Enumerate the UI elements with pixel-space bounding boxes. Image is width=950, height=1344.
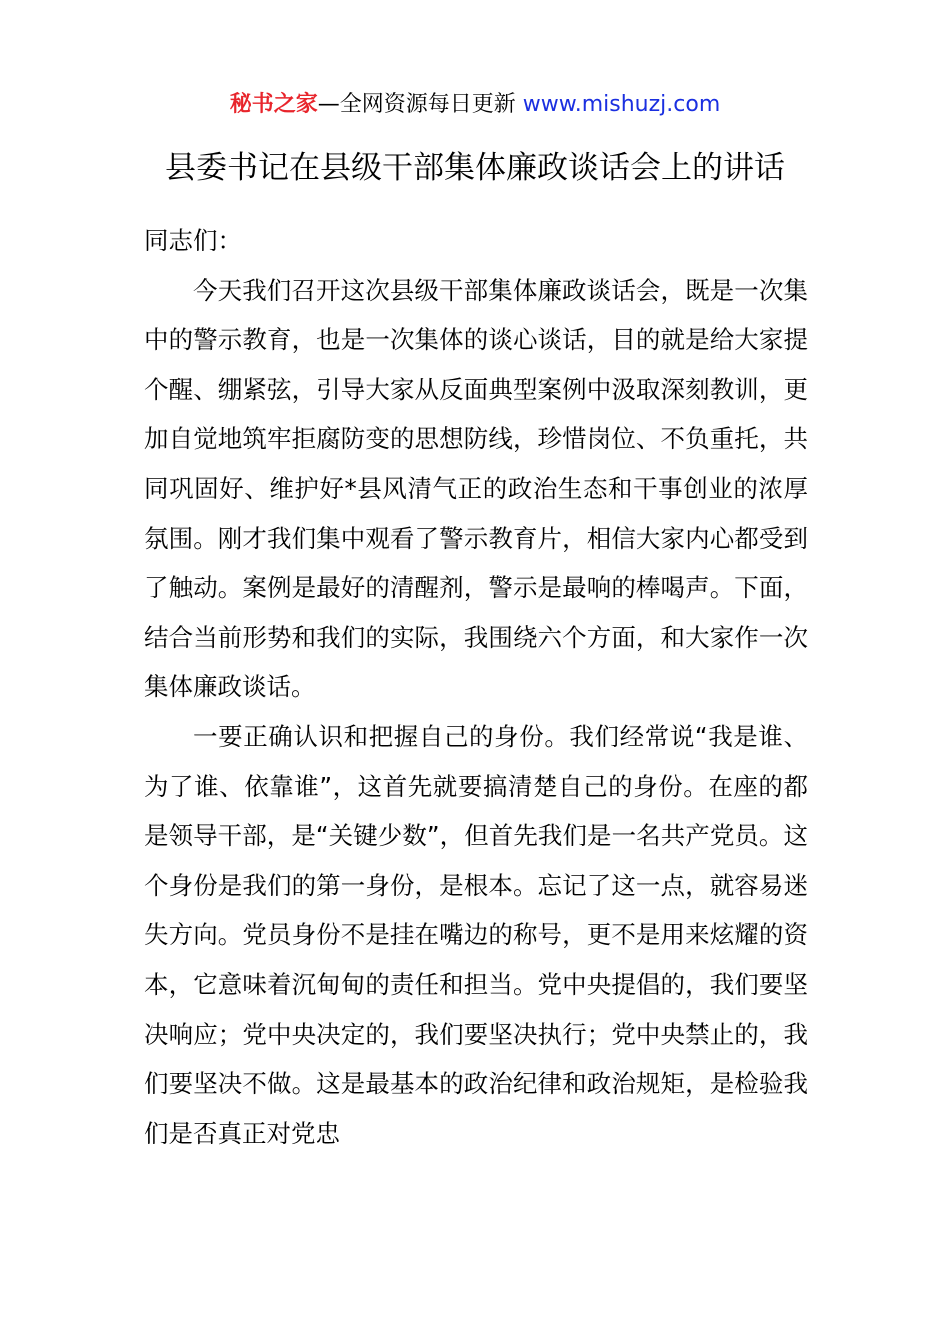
brand-name: 秘书之家 bbox=[229, 92, 318, 117]
document-title: 县委书记在县级干部集体廉政谈话会上的讲话 bbox=[165, 150, 785, 186]
document-body bbox=[144, 216, 808, 1158]
paragraph-point-one: 一要正确认识和把握自己的身份。我们经常说“我是谁、为了谁、依靠谁”，这首先就要搞清楚自己的身份。在座的都是领导干部，是“关键少数”，但首先我们是一名共产党员。这个身份是我们的第一身份，是根本。忘记了这一点，就容易迷失方向。党员身份不是挂在嘴边的称号，更不是用来炫耀的资本，它意味着沉甸甸的责任和担当。党中央提倡的，我们要坚决响应；党中央决定的，我们要坚决执行；党中央禁止的，我们要坚决不做。这是最基本的政治纪律和政治规矩，是检验我们是否真正对党忠 bbox=[144, 721, 808, 1148]
site-header bbox=[0, 88, 950, 122]
header-tagline: —全网资源每日更新 bbox=[317, 92, 523, 117]
salutation: 同志们： bbox=[144, 226, 242, 255]
site-url[interactable]: www.mishuzj.com bbox=[522, 92, 721, 117]
paragraph-intro: 今天我们召开这次县级干部集体廉政谈话会，既是一次集中的警示教育，也是一次集体的谈心谈话，目的就是给大家提个醒、绷紧弦，引导大家从反面典型案例中汲取深刻教训，更加自觉地筑牢拒腐防变的思想防线，珍惜岗位、不负重托，共同巩固好、维护好*县风清气正的政治生态和干事创业的浓厚氛围。刚才我们集中观看了警示教育片，相信大家内心都受到了触动。案例是最好的清醒剂，警示是最响的棒喝声。下面，结合当前形势和我们的实际，我围绕六个方面，和大家作一次集体廉政谈话。 bbox=[144, 275, 808, 702]
